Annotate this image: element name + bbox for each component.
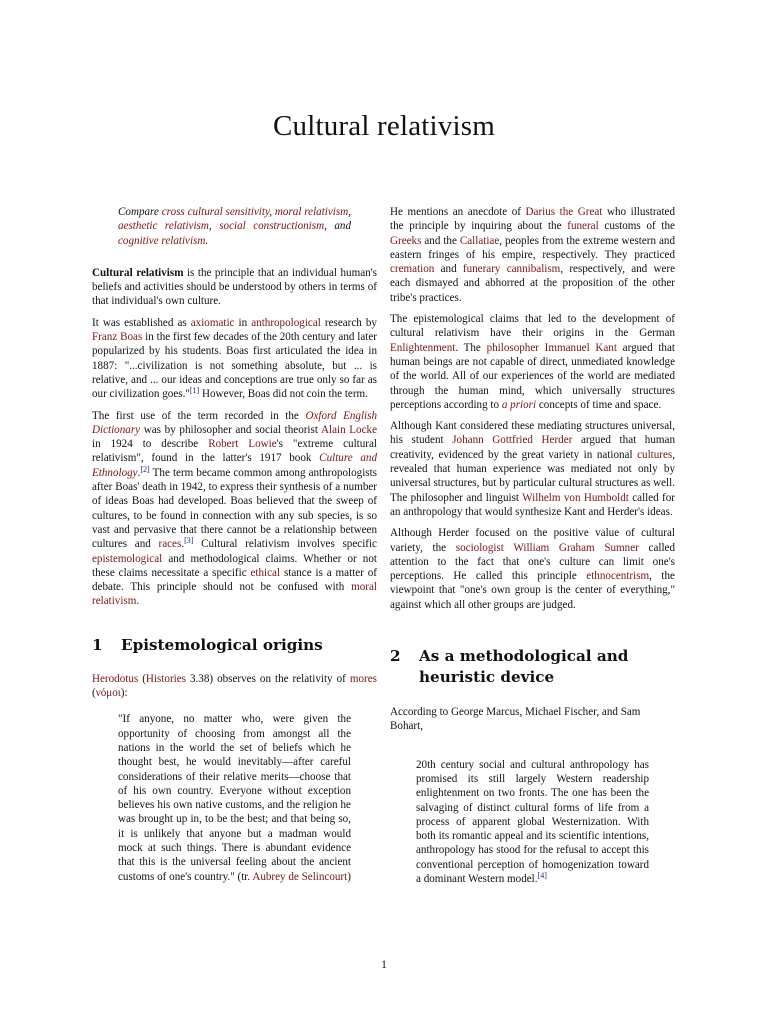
ref-1[interactable]: [1]	[189, 386, 200, 396]
link-histories[interactable]: Histories	[145, 672, 186, 685]
ref-2[interactable]: [2]	[140, 464, 150, 474]
link-enlightenment[interactable]: Enlightenment	[390, 341, 456, 354]
link-robert-lowie[interactable]: Robert Lowie	[208, 438, 277, 451]
section-2-number: 2	[390, 647, 401, 666]
section-1-title: Epistemological origins	[121, 635, 323, 654]
link-immanuel-kant[interactable]: philosopher Immanuel Kant	[486, 341, 617, 354]
herodotus-quote: "If anyone, no matter who, were given the opportunity of choosing from amongst all the nations in the world the set of beliefs which he thought best, he would inevitably—after careful considerations of their relative merits—choose that of his own country. Everyone without exception believes his own native customs, and the religion he was brought up in, to be the best; and that being so, it is unlikely that anyone but a madman would mock at such things. There is abundant evidence that this is the universal feeling about the ancient customs of one's country." (tr. Aubrey de Selincourt)	[118, 713, 351, 883]
link-culture-and-ethnology[interactable]: Culture and Ethnology	[92, 452, 378, 479]
link-cremation[interactable]: cremation	[390, 263, 435, 276]
page-number: 1	[381, 959, 387, 971]
link-franz-boas[interactable]: Franz Boas	[92, 331, 143, 344]
link-anthropological[interactable]: anthropological	[251, 316, 321, 329]
link-ethnocentrism[interactable]: ethnocentrism	[586, 570, 650, 583]
paragraph-sumner: Although Herder focused on the positive value of cultural variety, the sociologist William Graham Sumner called attention to the fact that one's culture can limit one's perceptions. He called this principle ethnocentrism, the viewpoint that "one's own group is the center of everything," against which all other groups are judged.	[390, 527, 676, 611]
left-column	[92, 205, 377, 884]
link-william-graham-sumner[interactable]: William Graham Sumner	[513, 541, 639, 554]
paragraph-boas: It was established as axiomatic in anthropological research by Franz Boas in the first few decades of the 20th century and later popularized by his students. Boas first articulated the idea in 1887: "...civilization is not something absolute, but ... is relative, and ... our ideas and conceptions are true only so far as our civilization goes."[1] However, Boas did not coin the term.	[92, 316, 377, 401]
paragraph-first-use: The first use of the term recorded in the Oxford English Dictionary was by philosopher and social theorist Alain Locke in 1924 to describe Robert Lowie's "extreme cultural relativism", found in the latter's 1917 book Culture and Ethnology.[2] The term became common among anthropologists after Boas' death in 1942, to express their synthesis of a number of ideas Boas had developed. Boas believed that the sweep of cultures, to be found in connection with any sub species, is so vast and pervasive that there cannot be a relationship between cultures and races.[3] Cultural relativism involves specific epistemological and methodological claims. Whether or not these claims necessitate a specific ethical stance is a matter of debate. This principle should not be confused with moral relativism.	[92, 409, 378, 608]
link-cross-cultural-sensitivity[interactable]: cross cultural sensitivity	[161, 206, 270, 218]
link-axiomatic[interactable]: axiomatic	[190, 316, 235, 329]
lead-term: Cultural relativism	[92, 266, 184, 279]
paragraph-marcus: According to George Marcus, Michael Fischer, and Sam Bohart,	[390, 706, 641, 733]
link-funerary-cannibalism[interactable]: funerary cannibalism	[462, 263, 561, 276]
section-2-heading	[390, 646, 675, 688]
link-alain-locke[interactable]: Alain Locke	[320, 423, 377, 436]
link-johann-gottfried-herder[interactable]: Johann Gottfried Herder	[452, 434, 573, 447]
link-epistemological[interactable]: epistemological	[92, 552, 163, 565]
link-greeks[interactable]: Greeks	[390, 234, 422, 247]
link-nomoi[interactable]: νόμοι	[95, 687, 121, 700]
link-moral-relativism-2[interactable]: moral relativism	[92, 581, 377, 608]
link-funeral[interactable]: funeral	[567, 220, 599, 233]
link-oxford-english-dictionary[interactable]: Oxford English Dictionary	[92, 409, 377, 436]
paragraph-darius: He mentions an anecdote of Darius the Great who illustrated the principle by inquiring about the funeral customs of the Greeks and the Callatiae, peoples from the extreme western and eastern fringes of his empire, respectively. They practiced cremation and funerary cannibalism, respectively, and were each dismayed and abhorred at the proposition of the other tribe's practices.	[390, 206, 676, 304]
link-sociologist[interactable]: sociologist	[455, 541, 504, 554]
right-column	[390, 205, 675, 886]
link-cognitive-relativism[interactable]: cognitive relativism	[118, 234, 206, 247]
ref-3[interactable]: [3]	[184, 536, 194, 546]
link-darius-the-great[interactable]: Darius the Great	[525, 206, 603, 218]
paragraph-herder: Although Kant considered these mediating structures universal, his student Johann Gottfried Herder argued that human creativity, evidenced by the great variety in national cultures, revealed that human experience was mediated not only by universal structures, but by particular cultural structures as well. The philosopher and linguist Wilhelm von Humboldt called for an anthropology that would synthesize Kant and Herder's ideas.	[390, 420, 676, 518]
link-cultures[interactable]: cultures	[637, 448, 673, 461]
hatnote: Compare cross cultural sensitivity, moral relativism, aesthetic relativism, social constructionism, and cognitive relativism.	[118, 206, 352, 247]
link-social-constructionism[interactable]: social constructionism	[219, 220, 325, 233]
link-herodotus[interactable]: Herodotus	[92, 672, 139, 685]
link-ethical[interactable]: ethical	[250, 566, 281, 579]
paragraph-herodotus: Herodotus (Histories 3.38) observes on the relativity of mores (νόμοι):	[92, 672, 377, 700]
link-a-priori[interactable]: a priori	[501, 398, 537, 411]
section-2-title: As a methodological and heuristic device	[419, 647, 629, 687]
hatnote-label: Compare	[118, 206, 159, 218]
link-races[interactable]: races	[158, 538, 182, 551]
marcus-quote: 20th century social and cultural anthropology has promised its still largely Western readership enlightenment on two fronts. The one has been the salvaging of distinct cultural forms of life from a process of apparent global Westernization. With both its romantic appeal and its scientific intentions, anthropology has stood for the refusal to accept this conventional perception of homogenization toward a dominant Western model.[4]	[416, 758, 649, 885]
ref-4[interactable]: [4]	[537, 870, 547, 880]
link-moral-relativism[interactable]: moral relativism	[274, 206, 349, 218]
intro-paragraph: Cultural relativism is the principle that an individual human's beliefs and activities should be understood by others in terms of that individual's own culture.	[92, 266, 377, 308]
link-callatiae[interactable]: Callatiae	[459, 234, 500, 247]
link-aubrey-de-selincourt[interactable]: Aubrey de Selincourt	[252, 870, 348, 883]
section-1-number: 1	[92, 635, 103, 654]
page-title: Cultural relativism	[272, 110, 496, 142]
section-1-heading	[92, 635, 377, 656]
paragraph-kant: The epistemological claims that led to the development of cultural relativism have their origins in the German Enlightenment. The philosopher Immanuel Kant argued that human beings are not capable of direct, unmediated knowledge of the world. All of our experiences of the world are mediated through the human mind, which universally structures perceptions according to a priori concepts of time and space.	[390, 313, 675, 411]
link-wilhelm-von-humboldt[interactable]: Wilhelm von Humboldt	[522, 491, 629, 504]
link-aesthetic-relativism[interactable]: aesthetic relativism	[118, 220, 209, 233]
link-mores[interactable]: mores	[349, 672, 377, 685]
